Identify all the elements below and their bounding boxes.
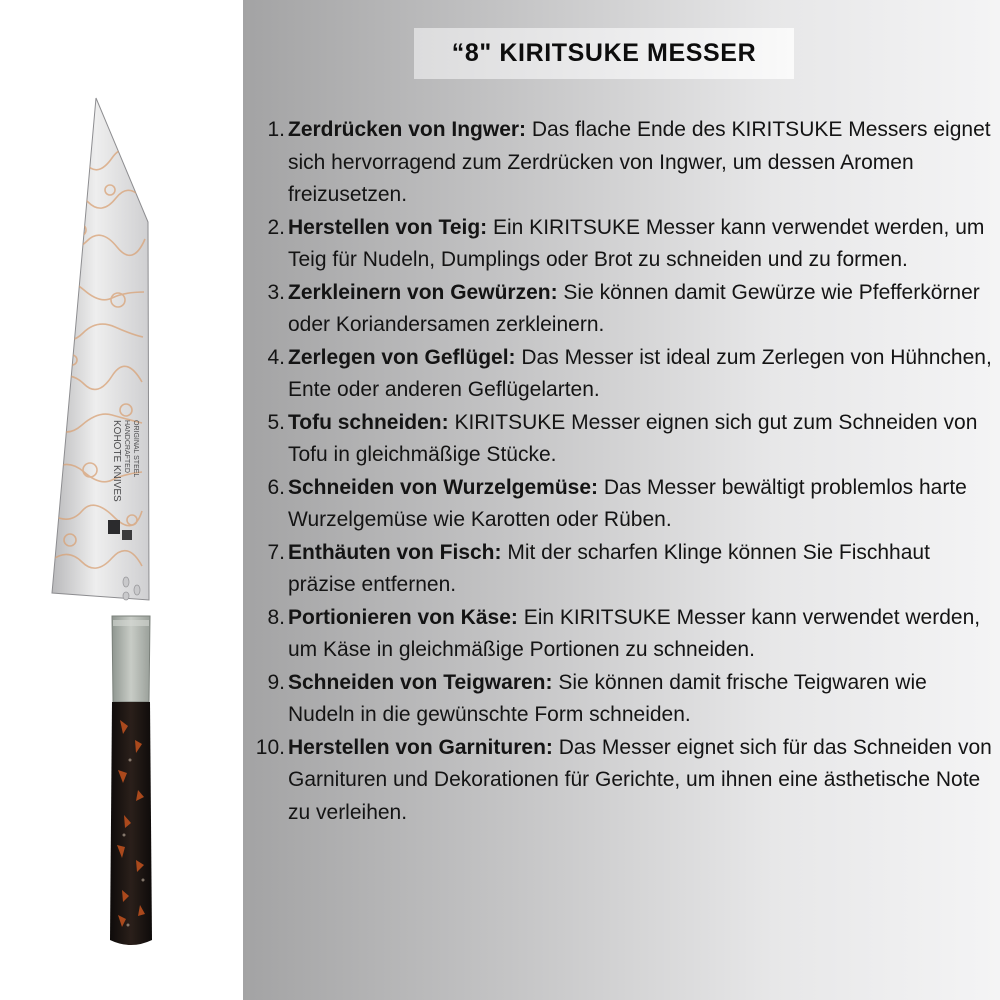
list-item-number: 7. (267, 540, 285, 564)
list-item-heading: Portionieren von Käse: (288, 605, 518, 629)
brand-seal-icon (122, 530, 132, 540)
list-item-number: 3. (267, 280, 285, 304)
title-banner (414, 28, 794, 79)
list-item-number: 8. (267, 605, 285, 629)
list-item-number: 1. (267, 118, 285, 141)
list-item-text: Sie können damit frische Teigwaren wie Nudeln in die gewünschte Form schneiden. (288, 670, 927, 726)
list-item-heading: Herstellen von Garnituren: (288, 735, 553, 759)
list-item (248, 667, 993, 732)
list-item-text: Das Messer ist ideal zum Zerlegen von Hühnchen, Ente oder anderen Geflügelarten. (288, 345, 992, 401)
list-item-heading: Zerlegen von Geflügel: (288, 345, 516, 369)
list-item-heading: Schneiden von Teigwaren: (288, 670, 553, 694)
list-item-number: 2. (267, 215, 285, 239)
list-item-number: 6. (267, 475, 285, 499)
list-item-heading: Zerkleinern von Gewürzen: (288, 280, 558, 304)
list-item (248, 537, 993, 602)
list-item-heading: Tofu schneiden: (288, 410, 449, 434)
svg-text:KOHOTE KNIVES: KOHOTE KNIVES (111, 420, 122, 502)
list-item-number: 9. (267, 670, 285, 694)
bolster (112, 616, 150, 702)
list-item-text: Das Messer eignet sich für das Schneiden von Garnituren und Dekorationen für Gerichte, um ihnen eine ästhetische Note zu verleihen. (288, 735, 992, 824)
svg-text:HANDCRAFTED: HANDCRAFTED (123, 420, 130, 473)
list-item-text: Mit der scharfen Klinge können Sie Fischhaut präzise entfernen. (288, 540, 930, 596)
list-item (248, 277, 993, 342)
list-item (248, 114, 993, 212)
list-item-heading: Herstellen von Teig: (288, 215, 488, 239)
list-item-text: Das Messer bewältigt problemlos harte Wurzelgemüse wie Karotten oder Rüben. (288, 475, 967, 531)
list-item-number: 10. (255, 735, 285, 759)
list-item-text: Sie können damit Gewürze wie Pfefferkörner oder Koriandersamen zerkleinern. (288, 280, 980, 336)
brand-logo-icon (108, 520, 120, 534)
list-item (248, 472, 993, 537)
list-item-heading: Schneiden von Wurzelgemüse: (288, 475, 599, 499)
list-item-number: 5. (267, 410, 285, 434)
list-item-heading: Zerdrücken von Ingwer: (288, 118, 527, 141)
page-title: “8" KIRITSUKE MESSER (451, 39, 757, 67)
handle (110, 702, 152, 945)
list-item-text: Das flache Ende des KIRITSUKE Messers eignet sich hervorragend zum Zerdrücken von Ingwer, um dessen Aromen freizusetzen. (288, 118, 991, 206)
list-item (248, 212, 993, 277)
list-item-text: Ein KIRITSUKE Messer kann verwendet werden, um Teig für Nudeln, Dumplings oder Brot zu schneiden und zu formen. (288, 215, 985, 271)
product-image-panel (0, 0, 243, 1000)
list-item (248, 732, 993, 830)
kiritsuke-knife-image (0, 0, 243, 1000)
list-item-text: Ein KIRITSUKE Messer kann verwendet werden, um Käse in gleichmäßige Portionen zu schneiden. (288, 605, 981, 661)
svg-text:ORIGINAL STEEL: ORIGINAL STEEL (132, 420, 139, 478)
list-item-heading: Enthäuten von Fisch: (288, 540, 502, 564)
list-item (248, 342, 993, 407)
use-cases-list (248, 114, 993, 829)
list-item-text: KIRITSUKE Messer eignen sich gut zum Schneiden von Tofu in gleichmäßige Stücke. (288, 410, 978, 466)
list-item (248, 602, 993, 667)
list-item-number: 4. (267, 345, 285, 369)
list-item (248, 407, 993, 472)
